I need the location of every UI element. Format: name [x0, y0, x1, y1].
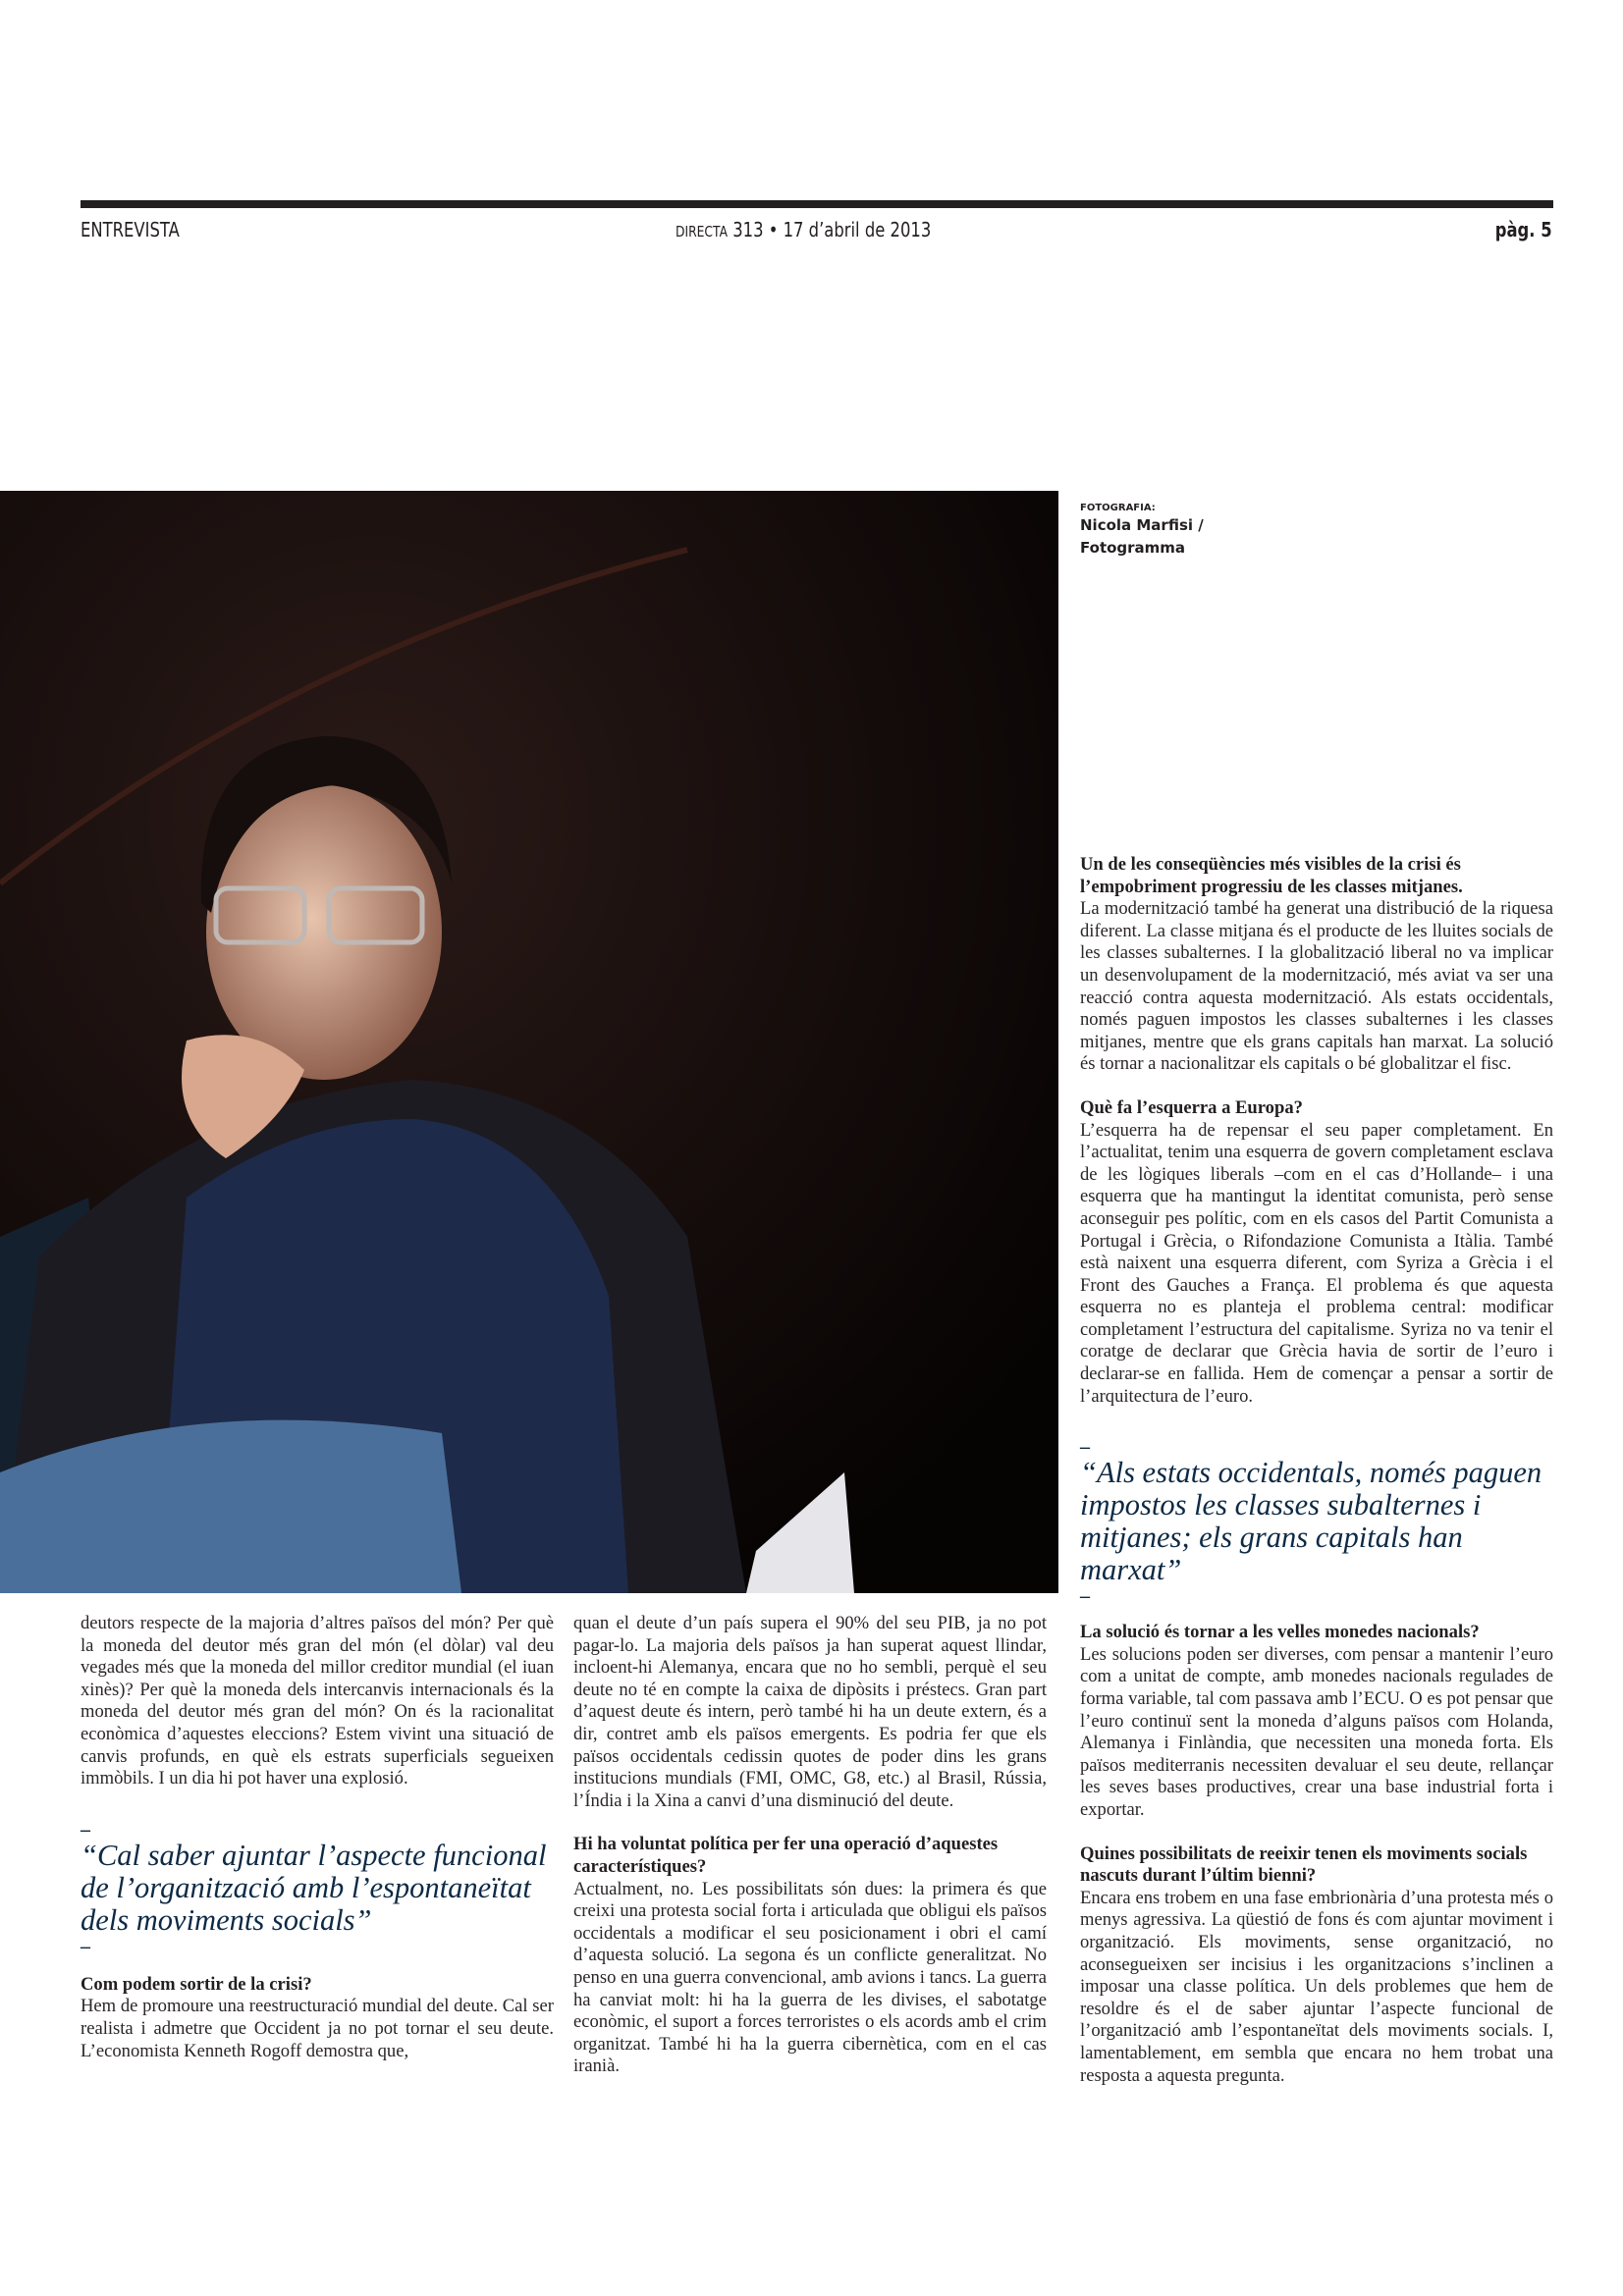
page-number: pàg. 5 — [1495, 218, 1552, 241]
question: Què fa l’esquerra a Europa? — [1080, 1096, 1303, 1118]
publication-name: DIRECTA — [676, 223, 728, 240]
header-rule — [81, 200, 1553, 208]
pull-quote-dash: – — [1080, 1436, 1090, 1459]
answer-paragraph: deutors respecte de la majoria d’altres països del món? Per què la moneda del deutor més gran del món (el dòlar) val deu vegades més que la moneda del millor creditor mundial (el iuan xinès)? Per què la moneda dels intercanvis internacionals és la moneda del deutor més gran del món? On és la racionalitat econòmica d’aquestes eleccions? Estem vivint una situació de canvis profunds, en què els estrats superficials segueixen immòbils. I un dia hi pot haver una explosió. — [81, 1613, 554, 1789]
question: Quines possibilitats de reeixir tenen els moviments socials nascuts durant l’últim bienni? — [1080, 1842, 1528, 1887]
question: La solució és tornar a les velles monedes nacionals? — [1080, 1622, 1480, 1643]
column-middle — [573, 1613, 1047, 2078]
question: Com podem sortir de la crisi? — [81, 1973, 312, 1995]
question: Un de les conseqüències més visibles de la crisi és l’empobriment progressiu de les classes mitjanes. — [1080, 854, 1463, 897]
photo-credit-label: FOTOGRAFIA: — [1080, 503, 1156, 513]
column-left — [81, 1613, 554, 2062]
answer-paragraph: La modernització també ha generat una distribució de la riquesa diferent. La classe mitjana és el producte de les lluites socials de les classes subalternes. I la globalització liberal no va implicar un desenvolupament de la modernització, més aviat va ser una reacció contra aquesta modernització. Als estats occidentals, només paguen impostos les classes subalternes i les classes mitjanes, mentre que els grans capitals han marxat. La solució és tornar a nacionalitzar els capitals o bé globalitzar el fisc. — [1080, 898, 1553, 1075]
column-right — [1080, 854, 1553, 2087]
answer-paragraph: quan el deute d’un país supera el 90% del seu PIB, ja no pot pagar-lo. La majoria dels països ja han superat aquest llindar, incloent-hi Alemanya, encara que no ho sembli, perquè el seu deute no té en compte la caixa de dipòsits i préstecs. Gran part d’aquest deute és intern, però també hi ha un deute extern, és a dir, contret amb els països emergents. Es podria fer que els països occidentals cedissin quotes de poder dins les grans institucions mundials (FMI, OMC, G8, etc.) al Brasil, Rússia, l’Índia i la Xina a canvi d’una disminució del deute. — [573, 1613, 1047, 1811]
answer-paragraph: Hem de promoure una reestructuració mundial del deute. Cal ser realista i admetre que Occident ja no pot tornar el seu deute. L’economista Kenneth Rogoff demostra que, — [81, 1996, 554, 2061]
answer-paragraph: Encara ens trobem en una fase embrionària d’una protesta més o menys agressiva. La qüestió de fons és com ajuntar moviment i organització. Els moviments, sense organització, no aconsegueixen ser incisius i les organitzacions s’inclinen a imposar una classe política. Un dels problemes que hem de resoldre és el de saber ajuntar l’aspecte funcional de l’organització amb l’espontaneïtat dels moviments socials. I, lamentablement, em sembla que encara no hem trobat una resposta a aquesta pregunta. — [1080, 1887, 1553, 2086]
pull-quote-dash: – — [1080, 1585, 1090, 1608]
answer-paragraph: Les solucions poden ser diverses, com pensar a mantenir l’euro com a unitat de compte, amb monedes nacionals regulades de forma variable, tal com passava amb l’ECU. O es pot pensar que l’euro continuï sent la moneda d’alguns països com Holanda, Alemanya i Finlàndia, que necessiten una moneda forta. Els països mediterranis necessiten devaluar el seu deute, rellançar les seves bases productives, crear una base industrial forta i exportar. — [1080, 1643, 1553, 1820]
pull-quote: “Als estats occidentals, només paguen impostos les classes subalternes i mitjanes; els grans capitals han marxat” — [1080, 1456, 1542, 1587]
pull-quote-dash: – — [81, 1818, 90, 1841]
pull-quote-dash: – — [81, 1935, 90, 1957]
question: Hi ha voluntat política per fer una operació d’aquestes característiques? — [573, 1834, 999, 1877]
issue-info — [676, 218, 931, 241]
interview-photo — [0, 491, 1058, 1593]
photo-credit-agency: Fotogramma — [1080, 539, 1186, 557]
section-label: ENTREVISTA — [81, 218, 180, 241]
photo-credit — [1080, 503, 1204, 559]
photo-credit-name: Nicola Marfisi / — [1080, 516, 1204, 534]
pull-quote: “Cal saber ajuntar l’aspecte funcional de l’organització amb l’espontaneïtat dels moviments socials” — [81, 1838, 547, 1937]
answer-paragraph: Actualment, no. Les possibilitats són dues: la primera és que creixi una protesta social forta i articulada que obligui els països occidentals a modificar el seu posicionament i obri el camí d’aquesta solució. La segona és un conflicte generalitzat. No penso en una guerra convencional, amb avions i tancs. La guerra ha canviat molt: hi ha la guerra de les divises, el sabotatge econòmic, el suport a forces terroristes o els acords amb el crim organitzat. També hi ha la guerra cibernètica, com en el cas iranià. — [573, 1878, 1047, 2077]
answer-paragraph: L’esquerra ha de repensar el seu paper completament. En l’actualitat, tenim una esquerra de govern completament esclava de les lògiques liberals –com en el cas d’Hollande– i una esquerra que ha mantingut la identitat comunista, però sense aconseguir pes polític, com en els casos del Partit Comunista a Portugal i Grècia, o Rifondazione Comunista a Itàlia. També està naixent una esquerra diferent, com Syriza a Grècia i el Front des Gauches a França. El problema és que aquesta esquerra no es planteja el problema central: modificar completament l’estructura del capitalisme. Syriza no va tenir el coratge de declarar que Grècia havia de sortir de l’euro i declarar-se en fallida. Hem de començar a pensar a sortir de l’arquitectura de l’euro. — [1080, 1119, 1553, 1407]
issue-date: 313 • 17 d’abril de 2013 — [732, 218, 932, 241]
